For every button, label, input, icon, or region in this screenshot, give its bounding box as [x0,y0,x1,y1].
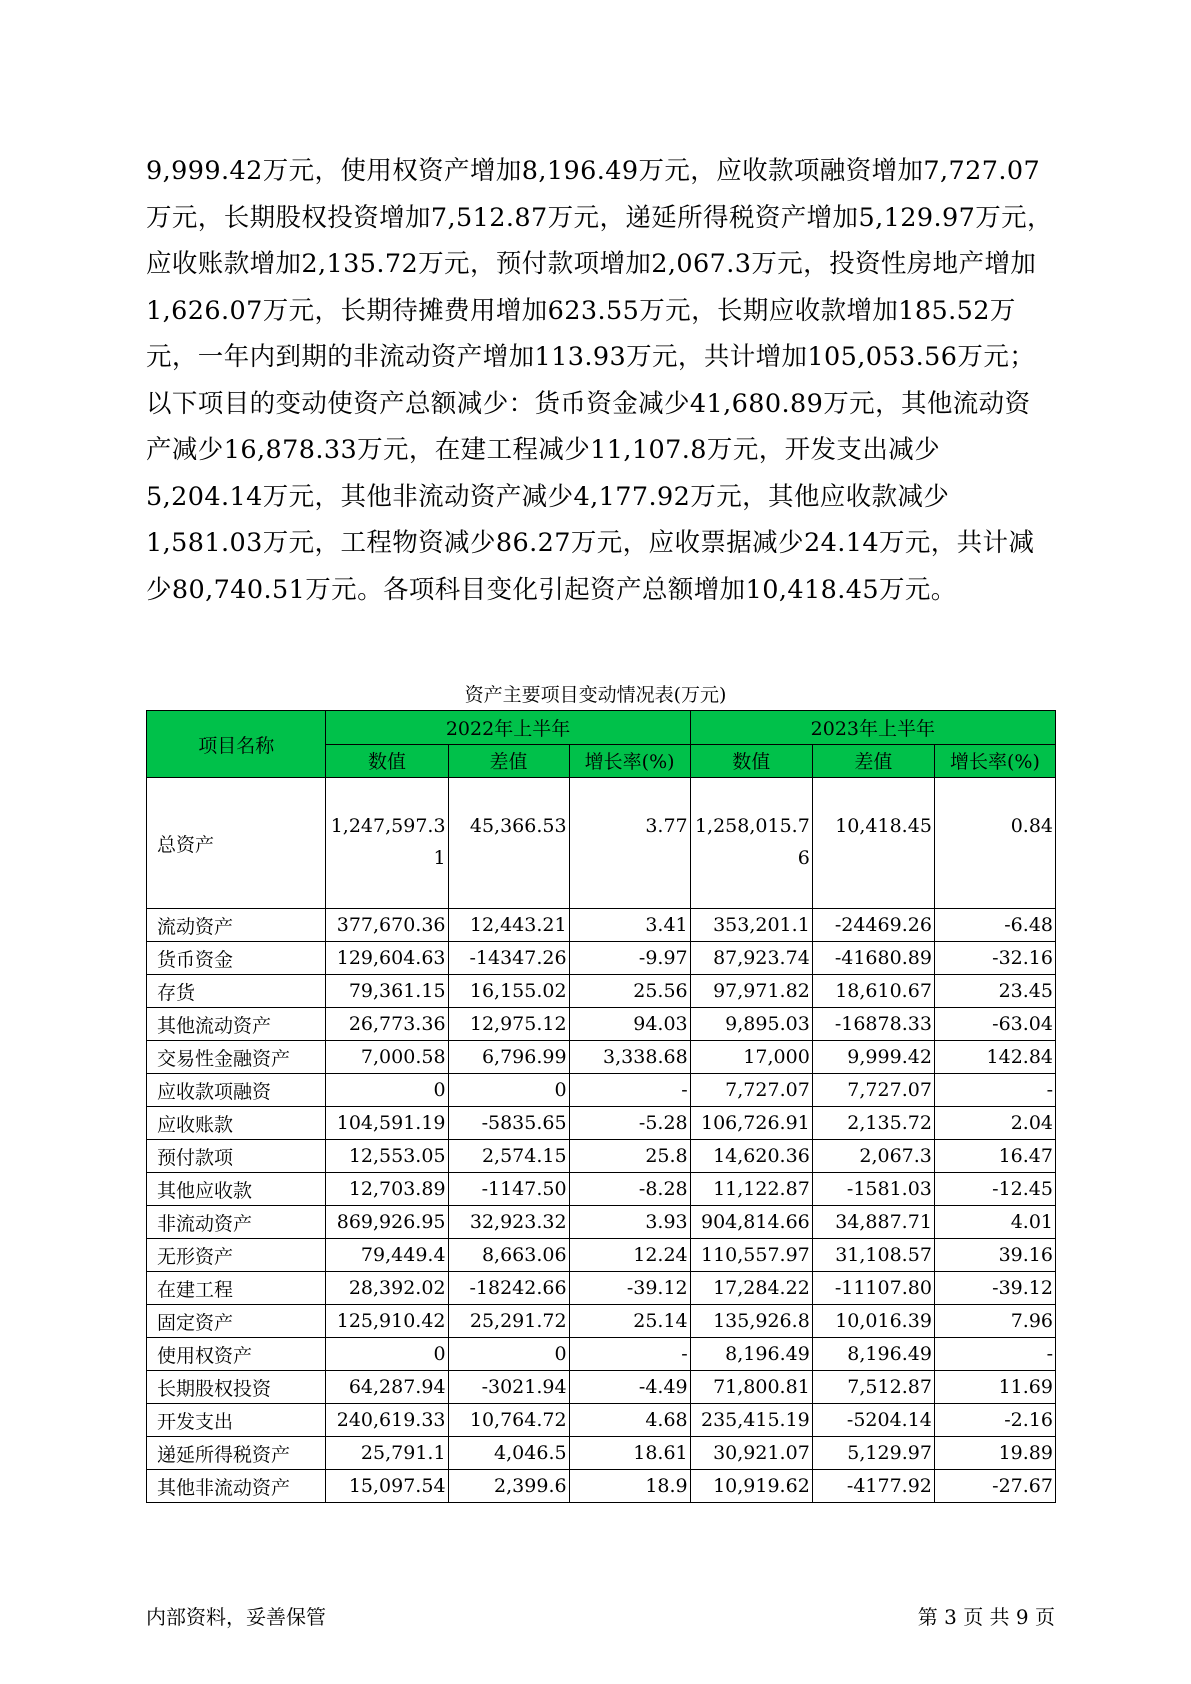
cell-2023-diff: 5,129.97 [812,1437,934,1470]
row-item-name: 流动资产 [147,909,326,942]
cell-2022-diff: 2,574.15 [448,1140,569,1173]
cell-2022-value: 25,791.1 [326,1437,448,1470]
cell-2023-value: 11,122.87 [690,1173,812,1206]
cell-2023-value: 17,000 [690,1041,812,1074]
cell-2023-growth: 2.04 [934,1107,1055,1140]
cell-2022-value: 125,910.42 [326,1305,448,1338]
header-diff: 差值 [448,744,569,778]
cell-2022-diff: -1147.50 [448,1173,569,1206]
cell-2022-growth: 18.61 [569,1437,690,1470]
cell-2023-diff: 10,418.45 [812,778,934,909]
header-value: 数值 [690,744,812,778]
row-item-name: 其他应收款 [147,1173,326,1206]
table-row [147,1371,1056,1404]
table-row [147,1140,1056,1173]
cell-2023-diff: -11107.80 [812,1272,934,1305]
row-item-name: 固定资产 [147,1305,326,1338]
cell-2023-growth: - [934,1074,1055,1107]
header-period-2022: 2022年上半年 [326,711,690,745]
table-row [147,975,1056,1008]
cell-2023-growth: 142.84 [934,1041,1055,1074]
row-item-name: 总资产 [147,778,326,909]
cell-2022-growth: -5.28 [569,1107,690,1140]
cell-2023-value: 71,800.81 [690,1371,812,1404]
footer-page-number: 第 3 页 共 9 页 [917,1605,1055,1629]
cell-2023-diff: 7,512.87 [812,1371,934,1404]
row-item-name: 交易性金融资产 [147,1041,326,1074]
cell-2022-growth: 18.9 [569,1470,690,1503]
cell-2023-growth: 39.16 [934,1239,1055,1272]
cell-2023-value: 8,196.49 [690,1338,812,1371]
cell-2023-diff: 31,108.57 [812,1239,934,1272]
cell-2022-growth: 3.41 [569,909,690,942]
footer-confidential-note: 内部资料，妥善保管 [146,1605,326,1629]
cell-2022-value: 12,703.89 [326,1173,448,1206]
cell-2022-diff: 25,291.72 [448,1305,569,1338]
cell-2023-diff: -1581.03 [812,1173,934,1206]
table-row [147,942,1056,975]
row-item-name: 货币资金 [147,942,326,975]
cell-2023-growth: 23.45 [934,975,1055,1008]
cell-2023-growth: - [934,1338,1055,1371]
row-item-name: 其他流动资产 [147,1008,326,1041]
header-growth: 增长率(%) [934,744,1055,778]
cell-2023-diff: 2,135.72 [812,1107,934,1140]
table-row [147,1008,1056,1041]
cell-2022-growth: 3.77 [569,778,690,909]
cell-2022-diff: 10,764.72 [448,1404,569,1437]
cell-2022-value: 240,619.33 [326,1404,448,1437]
cell-2023-diff: -5204.14 [812,1404,934,1437]
table-row [147,778,1056,909]
cell-2023-value: 87,923.74 [690,942,812,975]
cell-2023-value: 110,557.97 [690,1239,812,1272]
cell-2023-growth: 11.69 [934,1371,1055,1404]
table-row [147,1074,1056,1107]
cell-2023-value: 106,726.91 [690,1107,812,1140]
cell-2023-diff: -16878.33 [812,1008,934,1041]
cell-2023-diff: 18,610.67 [812,975,934,1008]
row-item-name: 无形资产 [147,1239,326,1272]
cell-2022-diff: 12,975.12 [448,1008,569,1041]
cell-2022-growth: 4.68 [569,1404,690,1437]
header-growth: 增长率(%) [569,744,690,778]
cell-2022-value: 869,926.95 [326,1206,448,1239]
cell-2022-diff: 32,923.32 [448,1206,569,1239]
cell-2023-growth: -2.16 [934,1404,1055,1437]
cell-2022-growth: 25.14 [569,1305,690,1338]
cell-2022-growth: 3,338.68 [569,1041,690,1074]
cell-2022-value: 104,591.19 [326,1107,448,1140]
cell-2022-growth: -39.12 [569,1272,690,1305]
cell-2023-growth: 0.84 [934,778,1055,909]
cell-2022-growth: -8.28 [569,1173,690,1206]
cell-2022-growth: 25.56 [569,975,690,1008]
row-item-name: 非流动资产 [147,1206,326,1239]
cell-2023-diff: 9,999.42 [812,1041,934,1074]
cell-2022-value: 7,000.58 [326,1041,448,1074]
cell-2023-growth: 7.96 [934,1305,1055,1338]
cell-2022-value: 12,553.05 [326,1140,448,1173]
cell-2022-diff: 45,366.53 [448,778,569,909]
cell-2022-growth: 12.24 [569,1239,690,1272]
cell-2023-growth: -6.48 [934,909,1055,942]
cell-2023-value: 7,727.07 [690,1074,812,1107]
header-value: 数值 [326,744,448,778]
cell-2022-diff: 0 [448,1338,569,1371]
cell-2023-value: 235,415.19 [690,1404,812,1437]
cell-2022-value: 28,392.02 [326,1272,448,1305]
table-row [147,1404,1056,1437]
cell-2023-diff: -24469.26 [812,909,934,942]
row-item-name: 应收账款 [147,1107,326,1140]
row-item-name: 存货 [147,975,326,1008]
cell-2022-diff: -3021.94 [448,1371,569,1404]
cell-2022-value: 1,247,597.31 [326,778,448,909]
cell-2022-diff: 6,796.99 [448,1041,569,1074]
cell-2023-value: 97,971.82 [690,975,812,1008]
table-row [147,1107,1056,1140]
cell-2022-diff: 0 [448,1074,569,1107]
table-row [147,1239,1056,1272]
cell-2022-growth: 94.03 [569,1008,690,1041]
cell-2023-growth: 4.01 [934,1206,1055,1239]
cell-2022-growth: - [569,1338,690,1371]
cell-2022-value: 15,097.54 [326,1470,448,1503]
cell-2022-value: 79,449.4 [326,1239,448,1272]
cell-2023-growth: -27.67 [934,1470,1055,1503]
table-row [147,909,1056,942]
row-item-name: 递延所得税资产 [147,1437,326,1470]
cell-2022-diff: 8,663.06 [448,1239,569,1272]
cell-2022-growth: 3.93 [569,1206,690,1239]
table-row [147,1272,1056,1305]
cell-2023-growth: -39.12 [934,1272,1055,1305]
body-paragraph: 9,999.42万元，使用权资产增加8,196.49万元，应收款项融资增加7,727.07万元，长期股权投资增加7,512.87万元，递延所得税资产增加5,129.97万元，应收账款增加2,135.72万元，预付款项增加2,067.3万元，投资性房地产增加1,626.07万元，长期待摊费用增加623.55万元，长期应收款增加185.52万元，一年内到期的非流动资产增加113.93万元，共计增加105,053.56万元；以下项目的变动使资产总额减少：货币资金减少41,680.89万元，其他流动资产减少16,878.33万元，在建工程减少11,107.8万元，开发支出减少5,204.14万元，其他非流动资产减少4,177.92万元，其他应收款减少1,581.03万元，工程物资减少86.27万元，应收票据减少24.14万元，共计减少80,740.51万元。各项科目变化引起资产总额增加10,418.45万元。 [146,156,1053,605]
header-period-2023: 2023年上半年 [690,711,1055,745]
row-item-name: 预付款项 [147,1140,326,1173]
cell-2022-diff: -5835.65 [448,1107,569,1140]
cell-2022-diff: 4,046.5 [448,1437,569,1470]
cell-2023-value: 14,620.36 [690,1140,812,1173]
cell-2023-value: 135,926.8 [690,1305,812,1338]
cell-2023-value: 353,201.1 [690,909,812,942]
table-row [147,1206,1056,1239]
row-item-name: 使用权资产 [147,1338,326,1371]
cell-2022-diff: 12,443.21 [448,909,569,942]
row-item-name: 其他非流动资产 [147,1470,326,1503]
cell-2023-growth: 16.47 [934,1140,1055,1173]
cell-2023-value: 10,919.62 [690,1470,812,1503]
row-item-name: 应收款项融资 [147,1074,326,1107]
cell-2022-value: 129,604.63 [326,942,448,975]
cell-2023-diff: 8,196.49 [812,1338,934,1371]
cell-2023-diff: 34,887.71 [812,1206,934,1239]
cell-2022-diff: -14347.26 [448,942,569,975]
cell-2023-growth: 19.89 [934,1437,1055,1470]
cell-2022-diff: 2,399.6 [448,1470,569,1503]
table-body [147,778,1056,1503]
cell-2022-growth: - [569,1074,690,1107]
cell-2022-growth: 25.8 [569,1140,690,1173]
cell-2022-value: 64,287.94 [326,1371,448,1404]
cell-2023-diff: -4177.92 [812,1470,934,1503]
header-item-name: 项目名称 [147,711,326,778]
cell-2022-value: 26,773.36 [326,1008,448,1041]
table-caption: 资产主要项目变动情况表(万元) [464,684,727,706]
cell-2022-growth: -9.97 [569,942,690,975]
table-row [147,1338,1056,1371]
cell-2023-diff: -41680.89 [812,942,934,975]
cell-2023-value: 1,258,015.76 [690,778,812,909]
cell-2022-diff: -18242.66 [448,1272,569,1305]
row-item-name: 长期股权投资 [147,1371,326,1404]
cell-2023-diff: 7,727.07 [812,1074,934,1107]
cell-2022-growth: -4.49 [569,1371,690,1404]
cell-2023-growth: -12.45 [934,1173,1055,1206]
cell-2023-growth: -32.16 [934,942,1055,975]
cell-2023-value: 30,921.07 [690,1437,812,1470]
row-item-name: 开发支出 [147,1404,326,1437]
cell-2023-diff: 2,067.3 [812,1140,934,1173]
header-diff: 差值 [812,744,934,778]
cell-2023-value: 904,814.66 [690,1206,812,1239]
cell-2022-value: 79,361.15 [326,975,448,1008]
cell-2023-diff: 10,016.39 [812,1305,934,1338]
table-row [147,1041,1056,1074]
asset-change-table [146,710,1056,1503]
table-row [147,1470,1056,1503]
cell-2022-diff: 16,155.02 [448,975,569,1008]
cell-2022-value: 0 [326,1074,448,1107]
cell-2022-value: 377,670.36 [326,909,448,942]
table-row [147,1173,1056,1206]
cell-2023-value: 9,895.03 [690,1008,812,1041]
row-item-name: 在建工程 [147,1272,326,1305]
cell-2023-growth: -63.04 [934,1008,1055,1041]
table-row [147,1437,1056,1470]
cell-2023-value: 17,284.22 [690,1272,812,1305]
cell-2022-value: 0 [326,1338,448,1371]
table-row [147,1305,1056,1338]
